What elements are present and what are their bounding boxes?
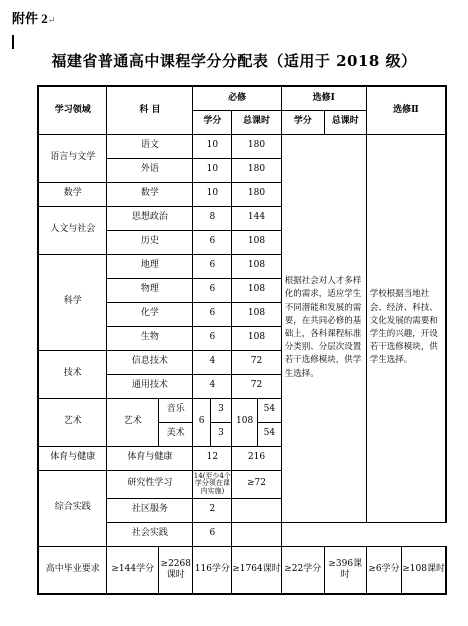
header-elective2: 选修Ⅱ [366,86,446,134]
header-elective1-credit: 学分 [281,110,324,134]
subject-research: 研究性学习 [107,470,193,498]
credit-chemistry: 6 [193,302,232,326]
subject-history: 历史 [107,230,193,254]
elective2-note: 学校根据当地社会、经济、科技、文化发展的需要和学生的兴趣，开设若干选修模块，供学生选择。 [366,134,446,522]
hours-arts-total: 108 [232,398,258,446]
credit-research: 14(至少4个学分须在课内实施) [193,470,232,498]
hours-it: 72 [232,350,282,374]
credit-it: 4 [193,350,232,374]
hours-music: 54 [258,398,282,422]
credit-pe: 12 [193,446,232,470]
credit-fine-arts: 3 [210,422,232,446]
subject-physics: 物理 [107,278,193,302]
hours-politics: 144 [232,206,282,230]
domain-math: 数学 [38,182,107,206]
subject-arts: 艺术 [107,398,159,446]
graduation-elective2-hours: ≥108课时 [402,546,446,594]
credit-physics: 6 [193,278,232,302]
credit-arts-total: 6 [193,398,210,446]
credit-general-tech: 4 [193,374,232,398]
subject-biology: 生物 [107,326,193,350]
credit-social: 6 [193,522,232,546]
credit-chinese: 10 [193,134,232,158]
subject-chemistry: 化学 [107,302,193,326]
subject-foreign: 外语 [107,158,193,182]
hours-physics: 108 [232,278,282,302]
header-elective1-hours: 总课时 [324,110,366,134]
credit-biology: 6 [193,326,232,350]
hours-general-tech: 72 [232,374,282,398]
subject-fine-arts: 美术 [159,422,193,446]
subject-social: 社会实践 [107,522,193,546]
graduation-required-credit: 116学分 [193,546,232,594]
hours-research: ≥72 [232,470,282,498]
domain-science: 科学 [38,254,107,350]
hours-chemistry: 108 [232,302,282,326]
credit-music: 3 [210,398,232,422]
attachment-label [12,8,55,27]
hours-social [232,522,282,546]
header-required: 必修 [193,86,281,110]
subject-pe: 体育与健康 [107,446,193,470]
credit-math: 10 [193,182,232,206]
credit-table [37,85,447,595]
graduation-label: 高中毕业要求 [38,546,107,594]
attachment-text: 附件 2 [12,11,48,26]
hours-geography: 108 [232,254,282,278]
hours-community [232,498,282,522]
text-cursor [12,35,14,49]
domain-practice: 综合实践 [38,470,107,546]
subject-politics: 思想政治 [107,206,193,230]
return-mark-icon: ↵ [47,15,56,25]
page-title: 福建省普通高中课程学分分配表（适用于 2018 级） [51,52,417,70]
hours-biology: 108 [232,326,282,350]
subject-chinese: 语文 [107,134,193,158]
graduation-required-hours: ≥1764课时 [232,546,282,594]
graduation-total-hours: ≥2268课时 [159,546,193,594]
subject-math: 数学 [107,182,193,206]
domain-humanities: 人文与社会 [38,206,107,254]
credit-foreign: 10 [193,158,232,182]
credit-community: 2 [193,498,232,522]
credit-geography: 6 [193,254,232,278]
domain-arts: 艺术 [38,398,107,446]
subject-it: 信息技术 [107,350,193,374]
header-elective1: 选修Ⅰ [281,86,366,110]
domain-pe: 体育与健康 [38,446,107,470]
credit-politics: 8 [193,206,232,230]
hours-pe: 216 [232,446,282,470]
header-required-hours: 总课时 [232,110,282,134]
hours-math: 180 [232,182,282,206]
header-subject: 科 目 [107,86,193,134]
domain-tech: 技术 [38,350,107,398]
hours-history: 108 [232,230,282,254]
graduation-elective2-credit: ≥6学分 [366,546,402,594]
credit-history: 6 [193,230,232,254]
header-required-credit: 学分 [193,110,232,134]
elective1-note: 根据社会对人才多样化的需求，适应学生不同潜能和发展的需要，在共同必修的基础上，各科课程标准分类别、分层次设置若干选修模块，供学生选择。 [281,134,366,522]
subject-general-tech: 通用技术 [107,374,193,398]
subject-geography: 地理 [107,254,193,278]
hours-foreign: 180 [232,158,282,182]
hours-fine-arts: 54 [258,422,282,446]
graduation-elective1-hours: ≥396课时 [324,546,366,594]
hours-chinese: 180 [232,134,282,158]
subject-community: 社区服务 [107,498,193,522]
header-domain: 学习领域 [38,86,107,134]
graduation-elective1-credit: ≥22学分 [281,546,324,594]
graduation-total-credit: ≥144学分 [107,546,159,594]
domain-language: 语言与文学 [38,134,107,182]
subject-music: 音乐 [159,398,193,422]
